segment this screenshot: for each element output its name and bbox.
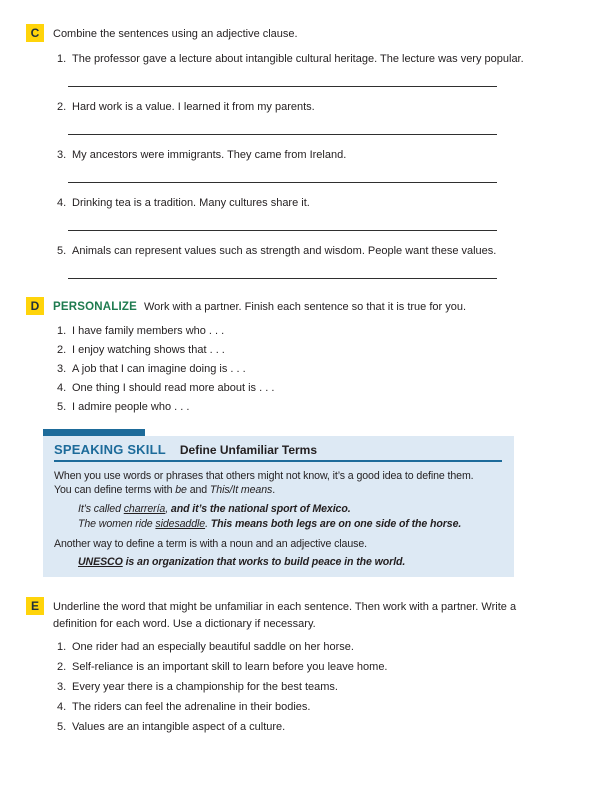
section-c-header (26, 24, 574, 42)
item-text: The riders can feel the adrenaline in their bodies. (72, 701, 311, 713)
item-text: Animals can represent values such as strength and wisdom. People want these values. (72, 245, 497, 257)
item-text: Every year there is a championship for the best teams. (72, 681, 338, 693)
section-d-instruction (53, 297, 466, 315)
exercise-c-item-2 (57, 100, 574, 115)
item-text: I enjoy watching shows that . . . (72, 344, 225, 356)
item-text: A job that I can imagine doing is . . . (72, 363, 246, 375)
item-number: 3. (57, 681, 67, 693)
skill-another-way: Another way to define a term is with a noun and an adjective clause. (54, 538, 367, 550)
item-text: Self-reliance is an important skill to learn before you leave home. (72, 661, 388, 673)
section-d-badge: D (26, 297, 44, 315)
section-d (26, 297, 574, 415)
skill-examples (54, 502, 502, 531)
answer-line-5 (68, 278, 497, 279)
item-number: 4. (57, 197, 67, 209)
exercise-e-item-4 (57, 700, 574, 715)
item-number: 3. (57, 149, 67, 161)
exercise-e-item-3 (57, 680, 574, 695)
item-number: 2. (57, 344, 67, 356)
item-number: 2. (57, 101, 67, 113)
item-number: 2. (57, 661, 67, 673)
skill-box-header (54, 442, 502, 457)
item-text: I have family members who . . . (72, 325, 225, 337)
item-text: My ancestors were immigrants. They came from Ireland. (72, 149, 347, 161)
section-e (26, 597, 574, 735)
exercise-d-item-5 (57, 400, 574, 415)
section-c-instruction: Combine the sentences using an adjective clause. (53, 28, 298, 40)
item-number: 1. (57, 641, 67, 653)
answer-line-3 (68, 182, 497, 183)
answer-line-2 (68, 134, 497, 135)
skill-example-2: The women ride sidesaddle. This means both legs are on one side of the horse. (78, 517, 462, 530)
item-number: 5. (57, 401, 67, 413)
item-text: Drinking tea is a tradition. Many cultures share it. (72, 197, 310, 209)
section-e-header (26, 597, 574, 632)
exercise-c-item-4 (57, 196, 574, 211)
item-text: I admire people who . . . (72, 401, 190, 413)
item-number: 3. (57, 363, 67, 375)
personalize-keyword: PERSONALIZE (53, 301, 137, 313)
exercise-c-item-3 (57, 148, 574, 163)
skill-box-title: SPEAKING SKILL (54, 442, 166, 457)
skill-box-body (43, 436, 514, 577)
skill-box-divider (54, 460, 502, 462)
skill-example-1: It’s called charrería, and it’s the national sport of Mexico. (78, 503, 351, 515)
item-text: Hard work is a value. I learned it from my parents. (72, 101, 315, 113)
item-number: 1. (57, 53, 67, 65)
section-c-badge: C (26, 24, 44, 42)
exercise-e-item-1 (57, 640, 574, 655)
exercise-d-item-1 (57, 324, 574, 339)
exercise-c-item-1 (57, 52, 574, 67)
answer-line-4 (68, 230, 497, 231)
item-number: 5. (57, 245, 67, 257)
skill-box-subtitle: Define Unfamiliar Terms (179, 443, 318, 457)
skill-intro (54, 469, 502, 497)
section-d-instruction-text: Work with a partner. Finish each sentence so that it is true for you. (144, 301, 467, 313)
section-c (26, 24, 574, 279)
exercise-d-item-2 (57, 343, 574, 358)
item-number: 5. (57, 721, 67, 733)
section-e-instruction: Underline the word that might be unfamiliar in each sentence. Then work with a partner. Write a definition for each word. Use a dictionary if necessary. (53, 601, 517, 630)
item-text: The professor gave a lecture about intangible cultural heritage. The lecture was very popular. (72, 53, 524, 65)
answer-line-1 (68, 86, 497, 87)
section-d-header (26, 297, 574, 315)
item-text: One rider had an especially beautiful saddle on her horse. (72, 641, 354, 653)
exercise-c-item-5 (57, 244, 574, 259)
skill-intro-line2: You can define terms with be and This/It means. (54, 484, 276, 496)
item-text: Values are an intangible aspect of a culture. (72, 721, 286, 733)
skill-intro-line1: When you use words or phrases that others might not know, it’s a good idea to define them. (54, 470, 474, 482)
skill-box-top-bar (43, 429, 145, 436)
item-text: One thing I should read more about is . . . (72, 382, 275, 394)
exercise-e-item-5 (57, 720, 574, 735)
speaking-skill-box (43, 429, 514, 577)
section-e-badge: E (26, 597, 44, 615)
item-number: 4. (57, 382, 67, 394)
skill-example-3: UNESCO is an organization that works to build peace in the world. (78, 556, 406, 568)
exercise-d-item-3 (57, 362, 574, 377)
exercise-e-item-2 (57, 660, 574, 675)
item-number: 4. (57, 701, 67, 713)
item-number: 1. (57, 325, 67, 337)
exercise-d-item-4 (57, 381, 574, 396)
